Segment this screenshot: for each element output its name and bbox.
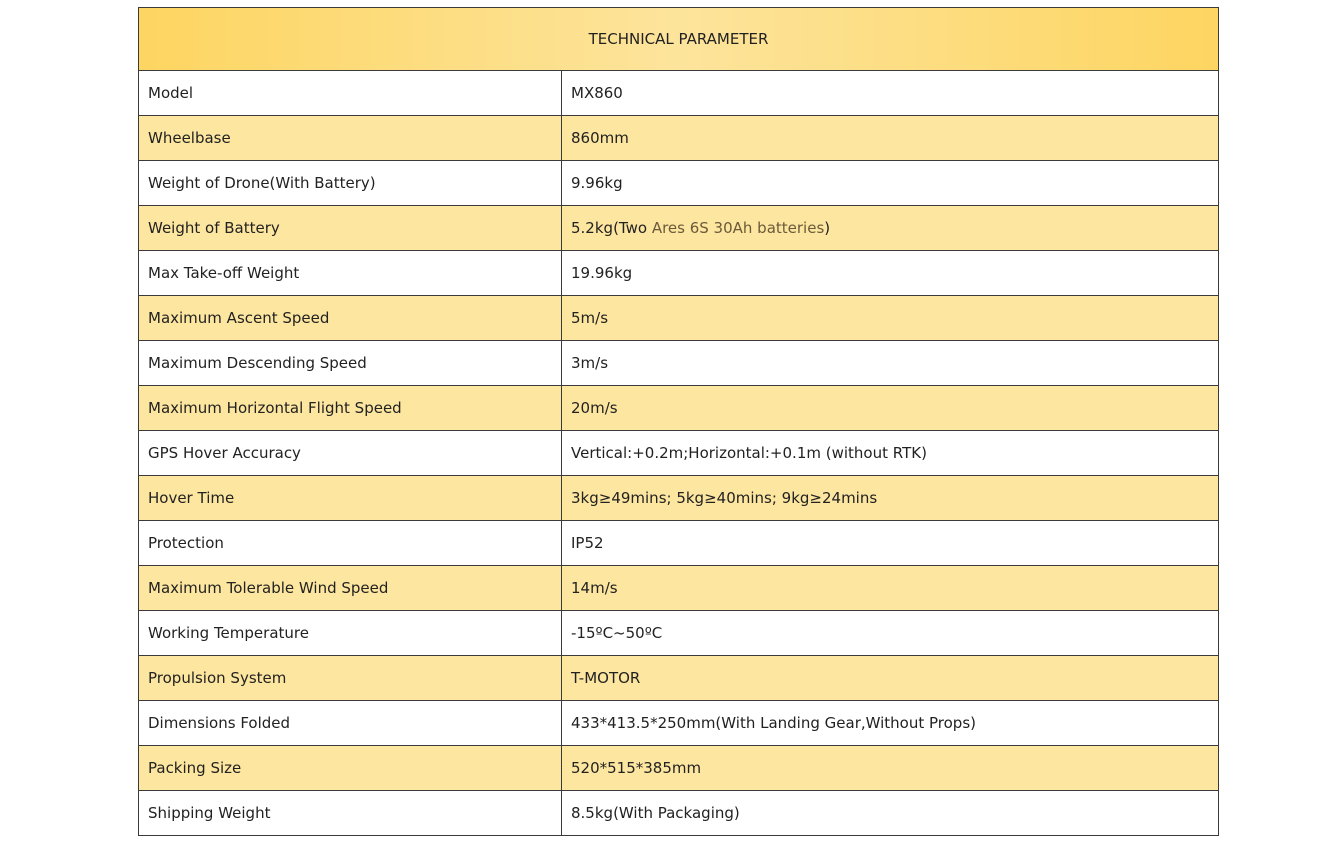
value-prefix: 5.2kg(Two bbox=[571, 219, 652, 237]
table-row bbox=[139, 746, 1219, 791]
param-value: 860mm bbox=[562, 116, 1219, 161]
table-row bbox=[139, 431, 1219, 476]
battery-link[interactable]: Ares 6S 30Ah batteries bbox=[651, 219, 825, 237]
param-label: Maximum Descending Speed bbox=[139, 341, 562, 386]
param-label: Shipping Weight bbox=[139, 791, 562, 836]
table-row bbox=[139, 341, 1219, 386]
param-value: 3m/s bbox=[562, 341, 1219, 386]
table-row bbox=[139, 701, 1219, 746]
param-value: 19.96kg bbox=[562, 251, 1219, 296]
param-label: Weight of Drone(With Battery) bbox=[139, 161, 562, 206]
param-value: 8.5kg(With Packaging) bbox=[562, 791, 1219, 836]
param-value: 520*515*385mm bbox=[562, 746, 1219, 791]
table-row bbox=[139, 296, 1219, 341]
param-value: T-MOTOR bbox=[562, 656, 1219, 701]
param-value: IP52 bbox=[562, 521, 1219, 566]
param-value: -15ºC~50ºC bbox=[562, 611, 1219, 656]
param-label: Working Temperature bbox=[139, 611, 562, 656]
value-suffix: ) bbox=[824, 219, 831, 237]
param-label: GPS Hover Accuracy bbox=[139, 431, 562, 476]
table-header-row bbox=[139, 8, 1219, 71]
param-value: 14m/s bbox=[562, 566, 1219, 611]
param-value: 9.96kg bbox=[562, 161, 1219, 206]
table-row bbox=[139, 476, 1219, 521]
param-label: Maximum Tolerable Wind Speed bbox=[139, 566, 562, 611]
table-row bbox=[139, 566, 1219, 611]
param-label: Protection bbox=[139, 521, 562, 566]
param-label: Propulsion System bbox=[139, 656, 562, 701]
table-row bbox=[139, 386, 1219, 431]
param-value: 433*413.5*250mm(With Landing Gear,Without Props) bbox=[562, 701, 1219, 746]
table-row bbox=[139, 791, 1219, 836]
table-row bbox=[139, 206, 1219, 251]
param-label: Dimensions Folded bbox=[139, 701, 562, 746]
table-row bbox=[139, 71, 1219, 116]
param-value: MX860 bbox=[562, 71, 1219, 116]
param-label: Packing Size bbox=[139, 746, 562, 791]
param-label: Wheelbase bbox=[139, 116, 562, 161]
param-label: Maximum Ascent Speed bbox=[139, 296, 562, 341]
param-label: Hover Time bbox=[139, 476, 562, 521]
table-row bbox=[139, 161, 1219, 206]
param-value: 3kg≥49mins; 5kg≥40mins; 9kg≥24mins bbox=[562, 476, 1219, 521]
param-label: Maximum Horizontal Flight Speed bbox=[139, 386, 562, 431]
table-row bbox=[139, 251, 1219, 296]
param-value: 5m/s bbox=[562, 296, 1219, 341]
table-title: TECHNICAL PARAMETER bbox=[139, 8, 1219, 71]
param-value: 20m/s bbox=[562, 386, 1219, 431]
table-row bbox=[139, 656, 1219, 701]
table-row bbox=[139, 611, 1219, 656]
technical-parameter-table bbox=[138, 7, 1219, 836]
table-row bbox=[139, 116, 1219, 161]
param-label: Weight of Battery bbox=[139, 206, 562, 251]
param-value: Vertical:+0.2m;Horizontal:+0.1m (without RTK) bbox=[562, 431, 1219, 476]
table-row bbox=[139, 521, 1219, 566]
param-value bbox=[562, 206, 1219, 251]
param-label: Model bbox=[139, 71, 562, 116]
param-label: Max Take-off Weight bbox=[139, 251, 562, 296]
